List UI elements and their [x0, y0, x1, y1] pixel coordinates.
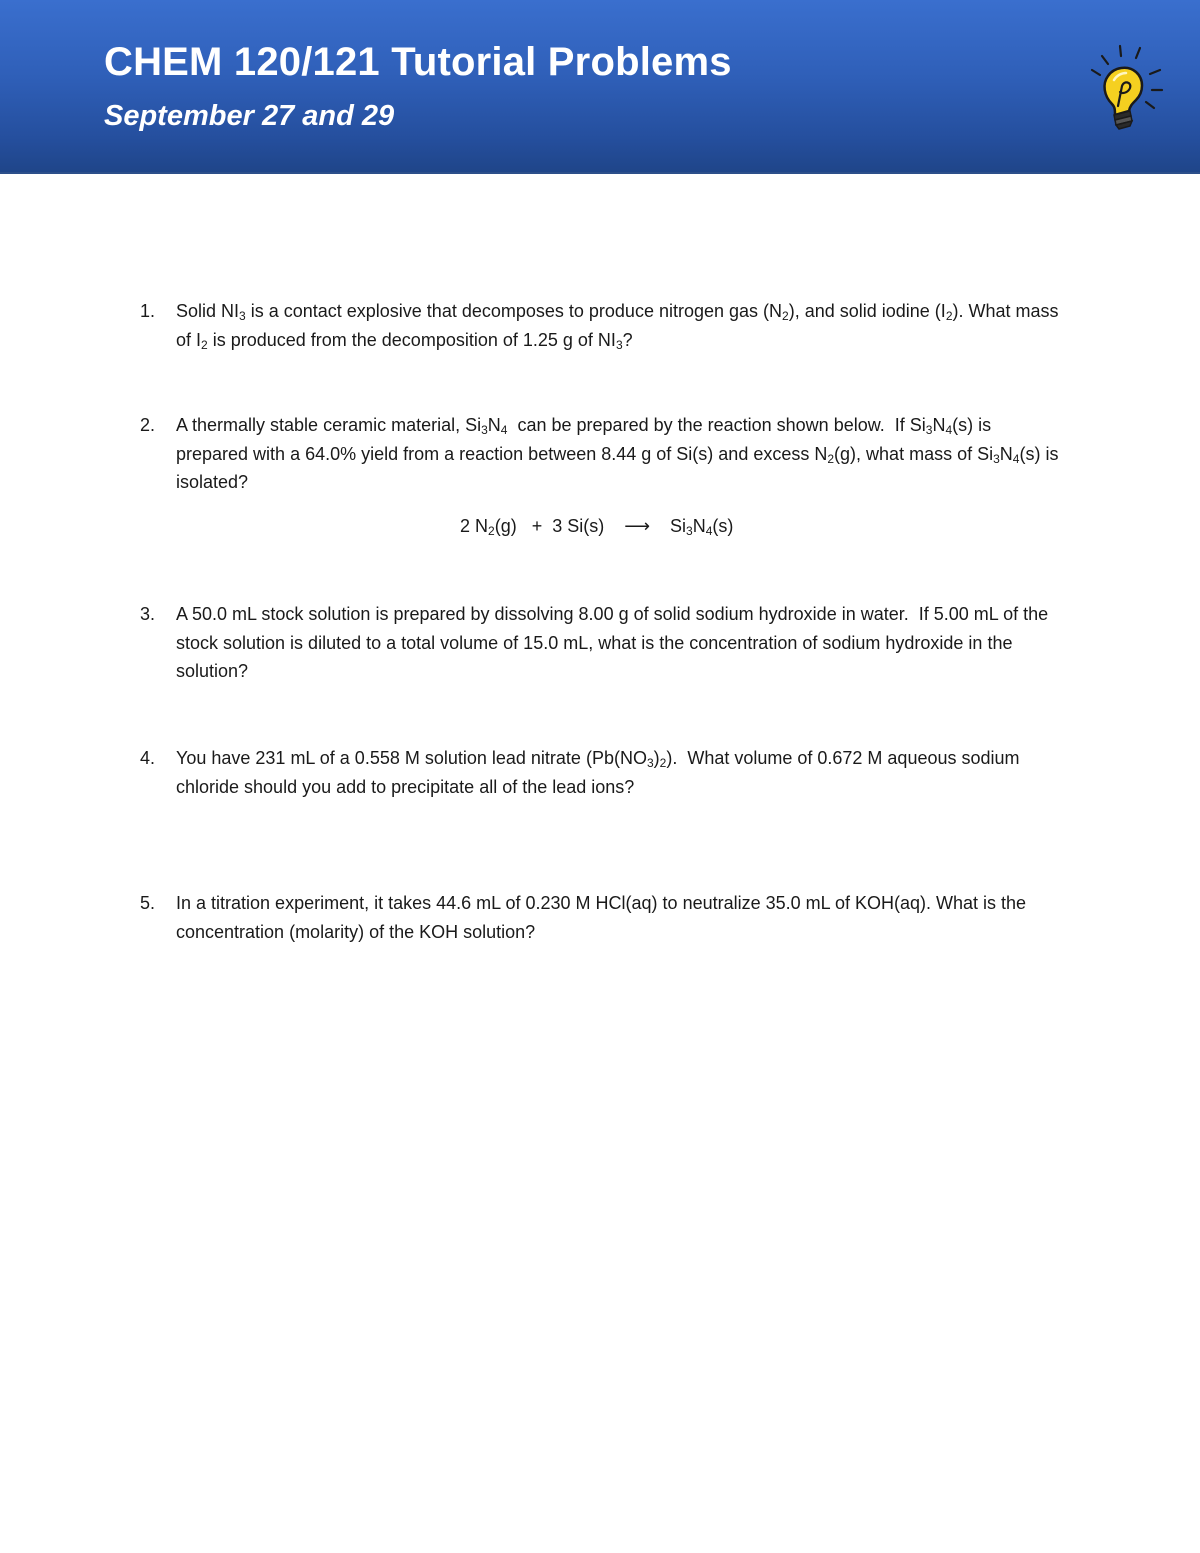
page-header — [0, 0, 1200, 174]
page-title: CHEM 120/121 Tutorial Problems — [104, 40, 732, 84]
problem-number: 2. — [140, 415, 156, 435]
problem-text: A thermally stable ceramic material, $Si_3N_4$ can be prepared by the reaction shown below. If $Si_3N_4(s)$ is prepared with a 64.0% yield from a reaction between 8.44 g of Si(s) and excess $N_2(g)$, what mass of $Si_3N_4(s)$ is isolated? — [176, 415, 1059, 492]
problem-number: 3. — [140, 604, 156, 624]
problem-number: 4. — [140, 748, 156, 768]
problem-number: 1. — [140, 301, 156, 321]
problem-text: In a titration experiment, it takes 44.6 mL of 0.230 M HCl(aq) to neutralize 35.0 mL of KOH(aq). What is the concentration (molarity) of the KOH solution? — [176, 893, 1027, 942]
problem-text: Solid $NI_3$ is a contact explosive that decomposes to produce nitrogen gas $(N_2)$, and solid iodine $(I_2)$. What mass of $I_2$ is produced from the decomposition of 1.25 g of $NI_3$? — [176, 301, 1059, 352]
problem-number: 5. — [140, 893, 156, 913]
page-subtitle: September 27 and 29 — [104, 100, 395, 132]
lightbulb-icon — [1082, 42, 1166, 134]
problem-text: A 50.0 mL stock solution is prepared by dissolving 8.00 g of solid sodium hydroxide in water. If 5.00 mL of the stock solution is diluted to a total volume of 15.0 mL, what is the concentration of sodium hydroxide in the solution? — [176, 604, 1049, 681]
reaction-equation: 2 $N_2(g) + 3$ Si(s) ⟶ $Si_3N_4(s)$ — [460, 516, 734, 538]
problem-text: You have 231 mL of a 0.558 M solution lead nitrate $(Pb(NO_3)_2)$. What volume of 0.672 M aqueous sodium chloride should you add to precipitate all of the lead ions? — [176, 748, 1020, 797]
